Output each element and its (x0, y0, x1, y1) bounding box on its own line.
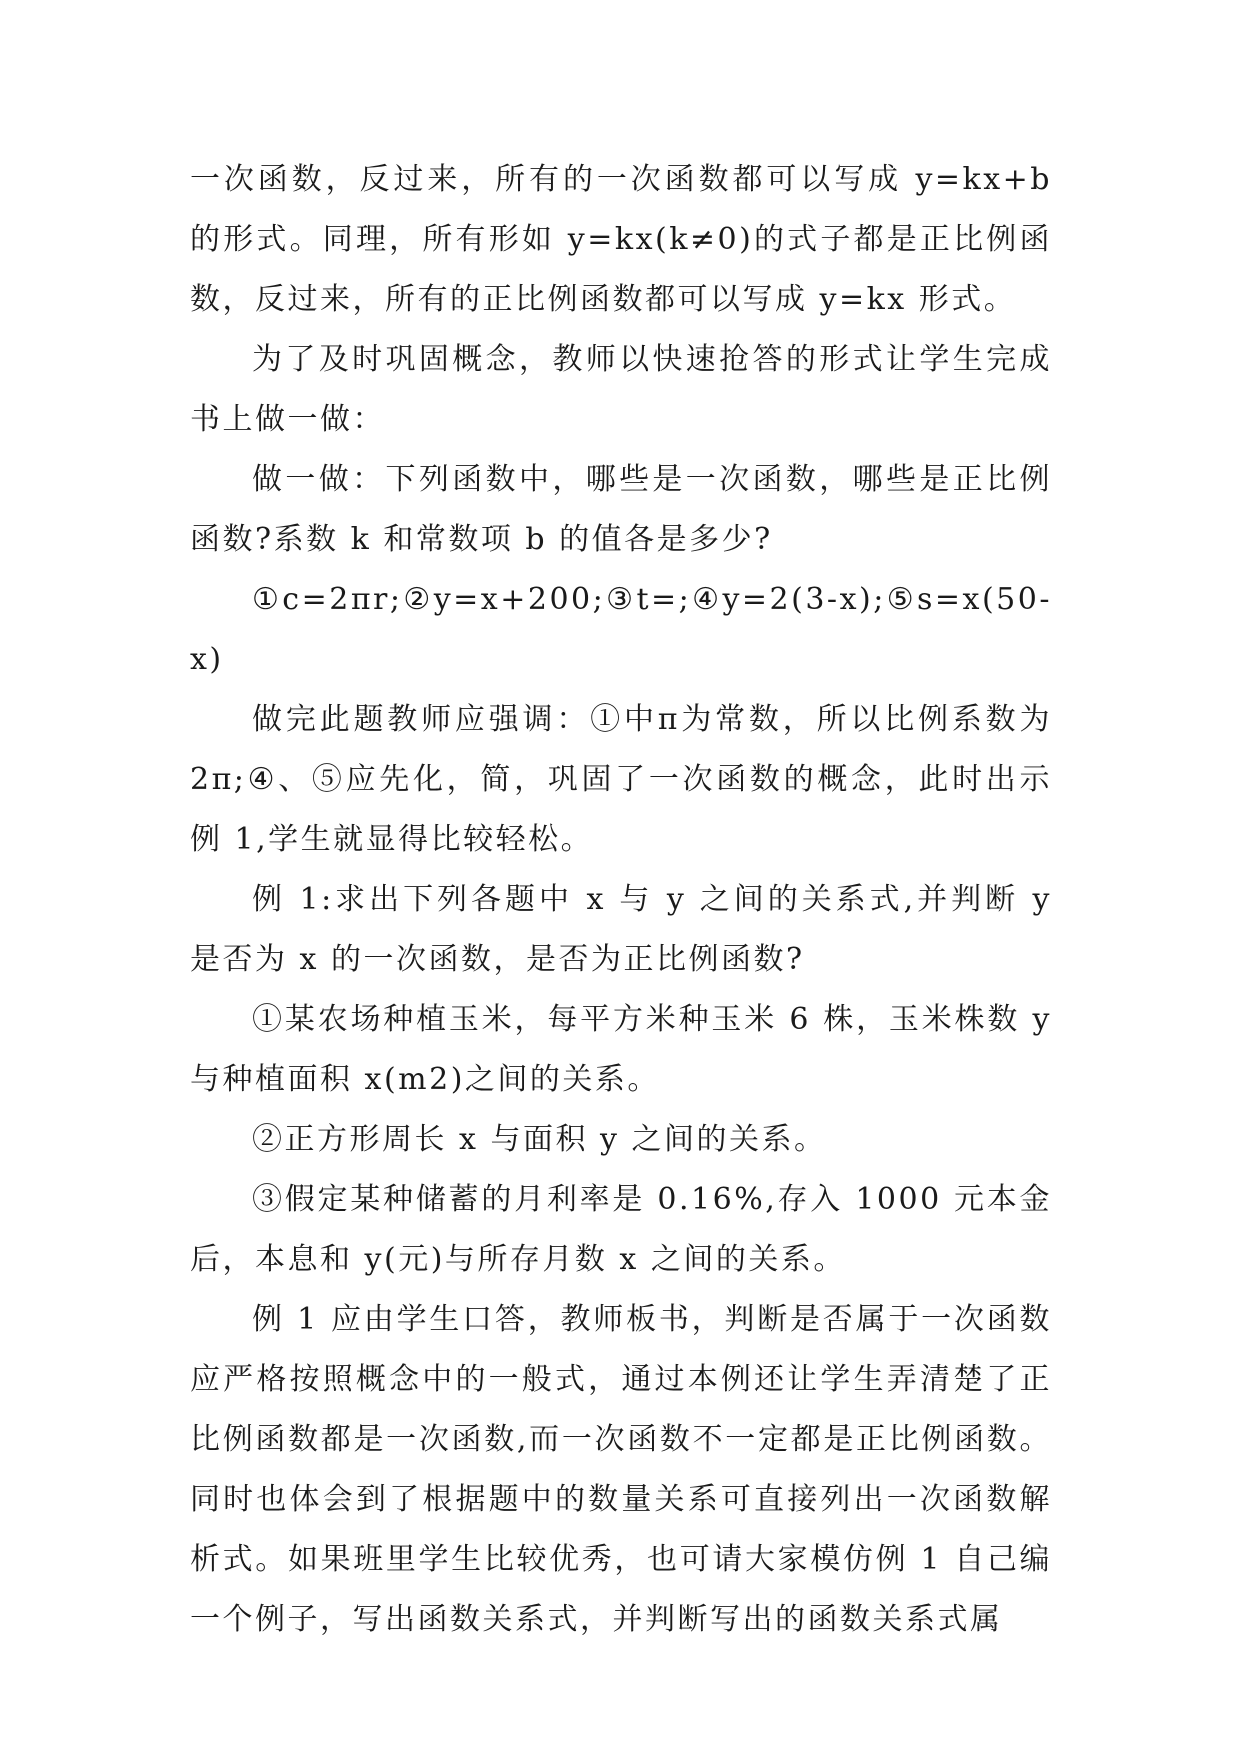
formula-list: ①c=2πr;②y=x+200;③t=;④y=2(3-x);⑤s=x(50-x) (190, 582, 1052, 677)
example-item-2: ②正方形周长 x 与面积 y 之间的关系。 (252, 1122, 827, 1157)
example-1-heading: 例 1:求出下列各题中 x 与 y 之间的关系式,并判断 y 是否为 x 的一次函数，是否为正比例函数? (190, 882, 1052, 977)
document-page (190, 150, 1052, 1650)
example-item-1: ①某农场种植玉米，每平方米种玉米 6 株，玉米株数 y 与种植面积 x(m2)之间的关系。 (190, 1002, 1052, 1097)
paragraph-5: 做完此题教师应强调：①中π为常数，所以比例系数为 2π;④、⑤应先化，简，巩固了一次函数的概念，此时出示例 1,学生就显得比较轻松。 (190, 702, 1052, 857)
example-item-3: ③假定某种储蓄的月利率是 0.16%,存入 1000 元本金后，本息和 y(元)与所存月数 x 之间的关系。 (190, 1182, 1052, 1277)
paragraph-3: 做一做：下列函数中，哪些是一次函数，哪些是正比例函数?系数 k 和常数项 b 的值各是多少? (190, 462, 1052, 557)
paragraph-1: 一次函数，反过来，所有的一次函数都可以写成 y=kx+b 的形式。同理，所有形如 y=kx(k≠0)的式子都是正比例函数，反过来，所有的正比例函数都可以写成 y=kx 形式。 (190, 162, 1052, 317)
paragraph-2: 为了及时巩固概念，教师以快速抢答的形式让学生完成书上做一做： (190, 342, 1052, 437)
paragraph-10: 例 1 应由学生口答，教师板书，判断是否属于一次函数应严格按照概念中的一般式，通过本例还让学生弄清楚了正比例函数都是一次函数,而一次函数不一定都是正比例函数。同时也体会到了根据题中的数量关系可直接列出一次函数解析式。如果班里学生比较优秀，也可请大家模仿例 1 自己编一个例子，写出函数关系式，并判断写出的函数关系式属 (190, 1302, 1052, 1637)
